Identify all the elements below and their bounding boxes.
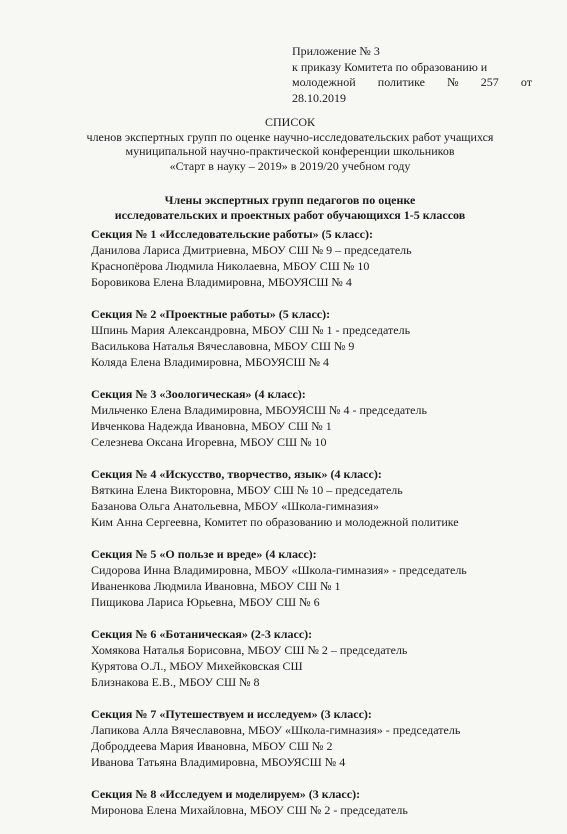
member-line: Миронова Елена Михайловна, МБОУ СШ № 2 - председатель <box>91 803 408 817</box>
member-line: Селезнева Оксана Игоревна, МБОУ СШ № 10 <box>91 435 327 449</box>
member-line: Коляда Елена Владимировна, МБОУЯСШ № 4 <box>91 355 330 369</box>
appendix-date: 28.10.2019 <box>292 90 346 105</box>
title-heading: СПИСОК <box>264 115 315 129</box>
member-line: Вяткина Елена Викторовна, МБОУ СШ № 10 – председатель <box>91 483 403 497</box>
appendix-word: от <box>520 75 532 89</box>
appendix-line-1: Приложение № 3 <box>292 44 380 58</box>
section-5 <box>91 546 551 610</box>
member-line: Краснопёрова Людмила Николаевна, МБОУ СШ № 10 <box>91 259 370 273</box>
section-4 <box>91 466 551 530</box>
title-line-2: муниципальной научно-практической конференции школьников <box>125 144 455 158</box>
section-6 <box>91 626 551 690</box>
member-line: Ивченкова Надежда Ивановна, МБОУ СШ № 1 <box>91 419 332 433</box>
sections-list <box>91 226 551 834</box>
member-line: Данилова Лариса Дмитриевна, МБОУ СШ № 9 – председатель <box>91 243 412 257</box>
appendix-line-2: к приказу Комитета по образованию и <box>292 59 488 74</box>
appendix-line-3 <box>292 75 532 91</box>
member-line: Сидорова Инна Владимировна, МБОУ «Школа-гимназия» - председатель <box>91 563 467 577</box>
section-heading: Секция № 2 «Проектные работы» (5 класс): <box>91 307 331 321</box>
appendix-word: политике <box>377 75 425 89</box>
appendix-word: молодежной <box>292 75 356 89</box>
member-line: Иванова Татьяна Владимировна, МБОУЯСШ № 4 <box>91 755 346 769</box>
document-title <box>60 115 520 173</box>
section-7 <box>91 706 551 770</box>
section-heading: Секция № 1 «Исследовательские работы» (5 класс): <box>91 227 373 241</box>
section-heading: Секция № 4 «Искусство, творчество, язык» (4 класс): <box>91 467 382 481</box>
section-heading: Секция № 5 «О пользе и вреде» (4 класс): <box>91 547 317 561</box>
appendix-word: 257 <box>480 75 499 89</box>
member-line: Базанова Ольга Анатольевна, МБОУ «Школа-гимназия» <box>91 499 379 513</box>
section-heading: Секция № 7 «Путешествуем и исследуем» (3 класс): <box>91 707 372 721</box>
section-1 <box>91 226 551 290</box>
section-8 <box>91 786 551 818</box>
section-2 <box>91 306 551 370</box>
appendix-header <box>292 44 532 106</box>
title-line-1: членов экспертных групп по оценке научно-исследовательских работ учащихся <box>86 129 494 144</box>
section-heading: Секция № 6 «Ботаническая» (2-3 класс): <box>91 627 313 641</box>
section-heading: Секция № 3 «Зоологическая» (4 класс): <box>91 387 306 401</box>
appendix-word: № <box>447 75 459 89</box>
member-line: Боровикова Елена Владимировна, МБОУЯСШ № 4 <box>91 275 352 289</box>
member-line: Курятова О.Л., МБОУ Михейковская СШ <box>91 659 303 673</box>
subtitle-line-2: исследовательских и проектных работ обучающихся 1-5 классов <box>114 208 466 222</box>
subtitle-line-1: Члены экспертных групп педагогов по оценке <box>164 193 416 207</box>
member-line: Шпинь Мария Александровна, МБОУ СШ № 1 - председатель <box>91 323 411 337</box>
member-line: Доброддеева Мария Ивановна, МБОУ СШ № 2 <box>91 739 333 753</box>
member-line: Хомякова Наталья Борисовна, МБОУ СШ № 2 – председатель <box>91 643 408 657</box>
document-subtitle <box>70 193 510 223</box>
member-line: Близнакова Е.В., МБОУ СШ № 8 <box>91 675 260 689</box>
member-line: Пищикова Лариса Юрьевна, МБОУ СШ № 6 <box>91 595 320 609</box>
member-line: Лапикова Алла Вячеславовна, МБОУ «Школа-гимназия» - председатель <box>91 723 461 737</box>
title-line-3: «Старт в науку – 2019» в 2019/20 учебном году <box>169 158 411 173</box>
member-line: Иваненкова Людмила Ивановна, МБОУ СШ № 1 <box>91 579 341 593</box>
member-line: Василькова Наталья Вячеславовна, МБОУ СШ № 9 <box>91 339 355 353</box>
section-heading: Секция № 8 «Исследуем и моделируем» (3 класс): <box>91 787 361 801</box>
section-3 <box>91 386 551 450</box>
member-line: Мильченко Елена Владимировна, МБОУЯСШ № 4 - председатель <box>91 403 427 417</box>
member-line: Ким Анна Сергеевна, Комитет по образованию и молодежной политике <box>91 515 459 529</box>
